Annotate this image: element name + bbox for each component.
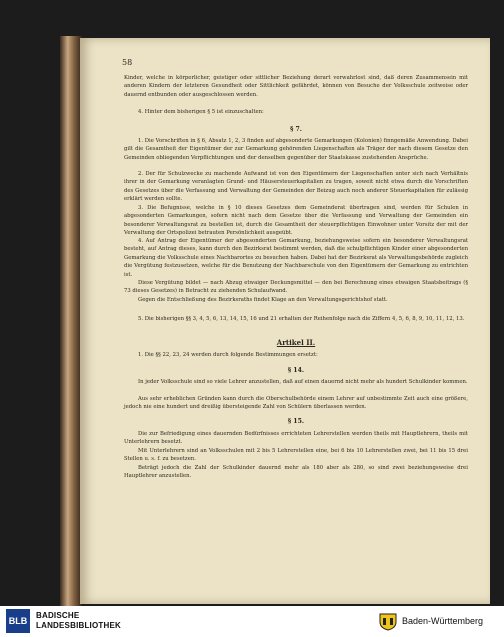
section-15-paragraph-2: Mit Unterlehrern sind an Volksschulen mit 2 bis 5 Lehrerstellen eine, bei 6 bis 10 Lehrerstellen zwei, bei 11 bis 15 drei Stellen u. s. f. zu besetzen. xyxy=(124,448,468,463)
section-7-paragraph-1: 1. Die Vorschriften in § 6, Absatz 1, 2, 3 finden auf abgesonderte Gemarkungen (Kolonien) finngemäße Anwendung. Dabei gilt die Gesamtheit der Eigentümer der zur Gemarkung gehörenden Liegenschaften als Träger der nach diesem Gesetze den Gemeinden obliegenden Verpflichtungen und der denselben gegenüber der Staatskasse zustehenden Ansprüche. xyxy=(124,138,468,161)
section-15-paragraph-1: Die zur Befriedigung eines dauernden Bedürfnisses errichteten Lehrerstellen werden theils mit Hauptlehrern, theils mit Unterlehrern besetzt. xyxy=(124,431,468,446)
page-number: 58 xyxy=(122,58,133,67)
section-7-paragraph-2: 2. Der für Schulzwecke zu machende Aufwand ist von den Eigentümern der Liegenschaften unter sich nach Verhältnis ihrer in der Gemarkung veranlagten Grund- und Häusersteuerkapitalien zu tragen, soweit nicht etwa durch die Vorschriften des Gesetzes über die Verfassung und Verwaltung der Gemeinden der Beizug auch noch anderer Steuerkapitalien für zulässig erklärt werden sollte. xyxy=(124,171,468,203)
section-7-paragraph-3: 3. Die Befugnisse, welche in § 10 dieses Gesetzes dem Gemeinderat übertragen sind, werden für Schulen in abgesonderten Gemarkungen, sofern nicht nach dem Gesetze über die Verfassung und Verwaltung der Gemeinden ein besonderer Verwaltungsrat zu bestellen ist, durch die Gesamtheit der steuerpflichtigen Einwohner unter Vorsitz der mit der Verwaltung der Ortspolizei betrauten Persönlichkeit ausgeübt. xyxy=(124,205,468,237)
article-2-heading: Artikel II. xyxy=(276,338,316,347)
section-15-paragraph-3: Beträgt jedoch die Zahl der Schulkinder dauernd mehr als 180 aber als 280, so sind zwei beziehungsweise drei Hauptlehrer anzustellen. xyxy=(124,465,468,480)
article-2-item-1: 1. Die §§ 22, 23, 24 werden durch folgende Bestimmungen ersetzt: xyxy=(138,352,318,358)
section-14-paragraph-2: Aus sehr erheblichen Gründen kann durch die Oberschulbehörde einem Lehrer auf unbestimmte Zeit auch eine größere, jedoch nie eine hundert und dreißig übersteigende Zahl von Schülern überlassen werden. xyxy=(124,396,468,411)
intro-paragraph: Kinder, welche in körperlicher, geistiger oder sittlicher Beziehung derart verwahrlost sind, daß deren Zusammensein mit anderen Kindern der letzteren Gesundheit oder Sittlichkeit gefährdet, können von Besuche der Volksschule zeitweise oder dauernd entbunden oder ausgeschlossen werden. xyxy=(124,75,468,98)
book-spine xyxy=(60,36,82,606)
section-7-paragraph-4: 4. Auf Antrag der Eigentümer der abgesonderten Gemarkung, beziehungsweise sofern ein besonderer Verwaltungsrat besteht, auf Antrag dieses, kann durch den Bezirksrat bestimmt werden, daß die schulpflichtigen Kinder einer abgesonderten Gemarkung die Volksschule eines Nachbarortes zu besuchen haben. Dabei hat der Bezirksrat als Verwaltungsbehörde zugleich die Vergütung festzusetzen, welche für die Benutzung der Nachbarschule von den Eigentümern der Gemarkung zu entrichten ist. xyxy=(124,238,468,278)
library-name-line-1: BADISCHE xyxy=(36,611,80,620)
section-14-heading: § 14. xyxy=(287,367,305,374)
section-15-heading: § 15. xyxy=(287,418,305,425)
footer-bar xyxy=(0,606,504,637)
section-14-paragraph-1: In jeder Volksschule sind so viele Lehrer anzustellen, daß auf einen dauernd nicht mehr als hundert Schulkinder kommen. xyxy=(138,379,468,385)
state-coat-of-arms-icon[interactable] xyxy=(378,612,398,631)
section-7-heading: § 7. xyxy=(290,126,302,133)
section-7-paragraph-4b: Diese Vergütung bildet — nach Abzug etwaiger Deckungsmittel — den bei Berechnung eines etwaigen Staatsbeitrags (§ 73 dieses Gesetzes) in Betracht zu ziehenden Schulaufwand. xyxy=(124,280,468,295)
library-logo[interactable]: BLB xyxy=(6,609,30,633)
section-7-paragraph-4c: Gegen die Entschließung des Bezirksraths findet Klage an den Verwaltungsgerichtshof statt. xyxy=(138,297,388,303)
scanned-page xyxy=(80,38,490,604)
library-name[interactable] xyxy=(36,611,121,631)
item-4: 4. Hinter dem bisherigen § 5 ist einzuschalten: xyxy=(138,109,264,115)
library-name-line-2: LANDESBIBLIOTHEK xyxy=(36,621,121,630)
state-name[interactable]: Baden-Württemberg xyxy=(402,616,484,626)
item-5: 5. Die bisherigen §§ 3, 4, 5, 6, 13, 14, 15, 16 und 21 erhalten der Reihenfolge nach die Ziffern 4, 5, 6, 8, 9, 10, 11, 12, 13. xyxy=(138,316,465,322)
